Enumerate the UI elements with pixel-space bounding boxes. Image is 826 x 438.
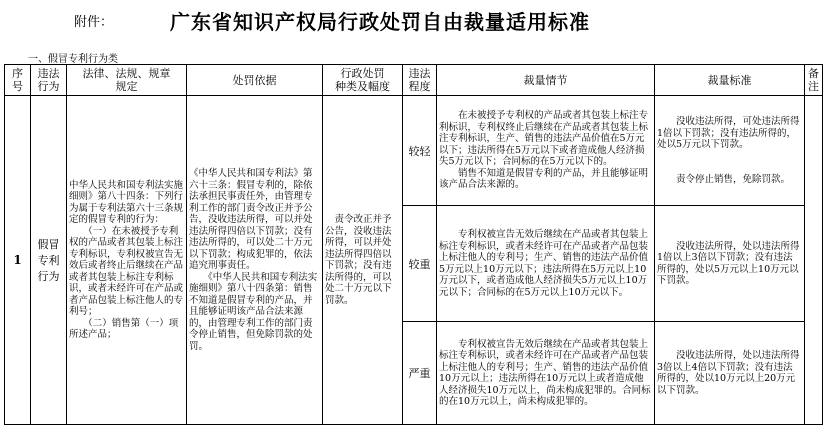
standard-light: 没收违法所得，可处违法所得1倍以下罚款；没有违法所得的，处以5万元以下罚款。 责令停止销售，免除罚款。 bbox=[655, 96, 805, 206]
standard-heavier: 没收违法所得，处以违法所得1倍以上3倍以下罚款；没有违法所得的，处以5万元以上10万元以下罚款。 bbox=[655, 206, 805, 322]
header-row bbox=[5, 65, 823, 96]
attachment-label: 附件： bbox=[74, 15, 114, 30]
row-basis: 《中华人民共和国专利法》第六十三条：假冒专利的，除依法承担民事责任外，由管理专利工作的部门责令改正并予公告，没收违法所得，可以并处违法所得四倍以下罚款；没有违法所得的，可以处二十万元以下罚款；构成犯罪的，依法追究刑事责任。 《中华人民共和国专利法实施细则》第八十四条第：销售不知道是假冒专利的产品，并且能够证明该产品合法来源的，由管理专利工作的部门责令停止销售，但免除罚款的处罚。 bbox=[187, 96, 323, 425]
standard-severe: 没收违法所得，处以违法所得3倍以上4倍以下罚款；没有违法所得的，处以10万元以上20万元以下罚款。 bbox=[655, 322, 805, 425]
header-degree: 违法 程度 bbox=[403, 65, 437, 96]
header-act: 违法 行为 bbox=[31, 65, 67, 96]
header-circumstance: 裁量情节 bbox=[437, 65, 655, 96]
document-title: 广东省知识产权局行政处罚自由裁量适用标准 bbox=[170, 10, 590, 34]
section-heading: 一、假冒专利行为类 bbox=[28, 54, 118, 65]
row-note bbox=[805, 96, 823, 425]
header-type: 行政处罚 种类及幅度 bbox=[323, 65, 403, 96]
row-seq: 1 bbox=[5, 96, 31, 425]
degree-light: 较轻 bbox=[403, 96, 437, 206]
circumstance-light: 在未被授予专利权的产品或者其包装上标注专利标识，专利权终止后继续在产品或者其包装上标注专利标识，生产、销售的违法产品价值在5万元以下；违法所得在5万元以下或者造成他人经济损失5万元以下；合同标的在5万元以下的。 销售不知道是假冒专利的产品，并且能够证明该产品合法来源的。 bbox=[437, 96, 655, 206]
header-basis: 处罚依据 bbox=[187, 65, 323, 96]
header-standard: 裁量标准 bbox=[655, 65, 805, 96]
penalty-standard-table bbox=[4, 64, 823, 425]
table-row bbox=[5, 96, 823, 206]
row-act: 假冒 专利 行为 bbox=[31, 96, 67, 425]
header-seq: 序 号 bbox=[5, 65, 31, 96]
degree-severe: 严重 bbox=[403, 322, 437, 425]
degree-heavier: 较重 bbox=[403, 206, 437, 322]
circumstance-heavier: 专利权被宣告无效后继续在产品或者其包装上标注专利标识，或者未经许可在产品或者产品包装上标注他人的专利号；生产、销售的违法产品价值5万元以上10万元以下；违法所得在5万元以上10万元以下，或者造成他人经济损失5万元以上10万元以下；合同标的在5万元以上10万元以下。 bbox=[437, 206, 655, 322]
header-law: 法律、法规、规章 规定 bbox=[67, 65, 187, 96]
circumstance-severe: 专利权被宣告无效后继续在产品或者其包装上标注专利标识，或者未经许可在产品或者产品包装上标注他人的专利号；生产、销售的违法产品价值10万元以上；违法所得在10万元以上或者造成他人经济损失10万元以上，尚未构成犯罪的。合同标的在10万元以上，尚未构成犯罪的。 bbox=[437, 322, 655, 425]
row-law: 中华人民共和国专利法实施细则》第八十四条：下列行为属于专利法第六十三条规定的假冒专利的行为： （一）在未被授予专利权的产品或者其包装上标注专利标识，专利权被宣告无效后或者终止后继续在产品或者其包装上标注专利标识，或者未经许可在产品或者产品包装上标注他人的专利号； （二）销售第（一）项所述产品； bbox=[67, 96, 187, 425]
header-note: 备 注 bbox=[805, 65, 823, 96]
row-penalty-type: 责令改正并予公告，没收违法所得，可以并处违法所得四倍以下罚款；没有违法所得的，可以处二十万元以下罚款。 bbox=[323, 96, 403, 425]
